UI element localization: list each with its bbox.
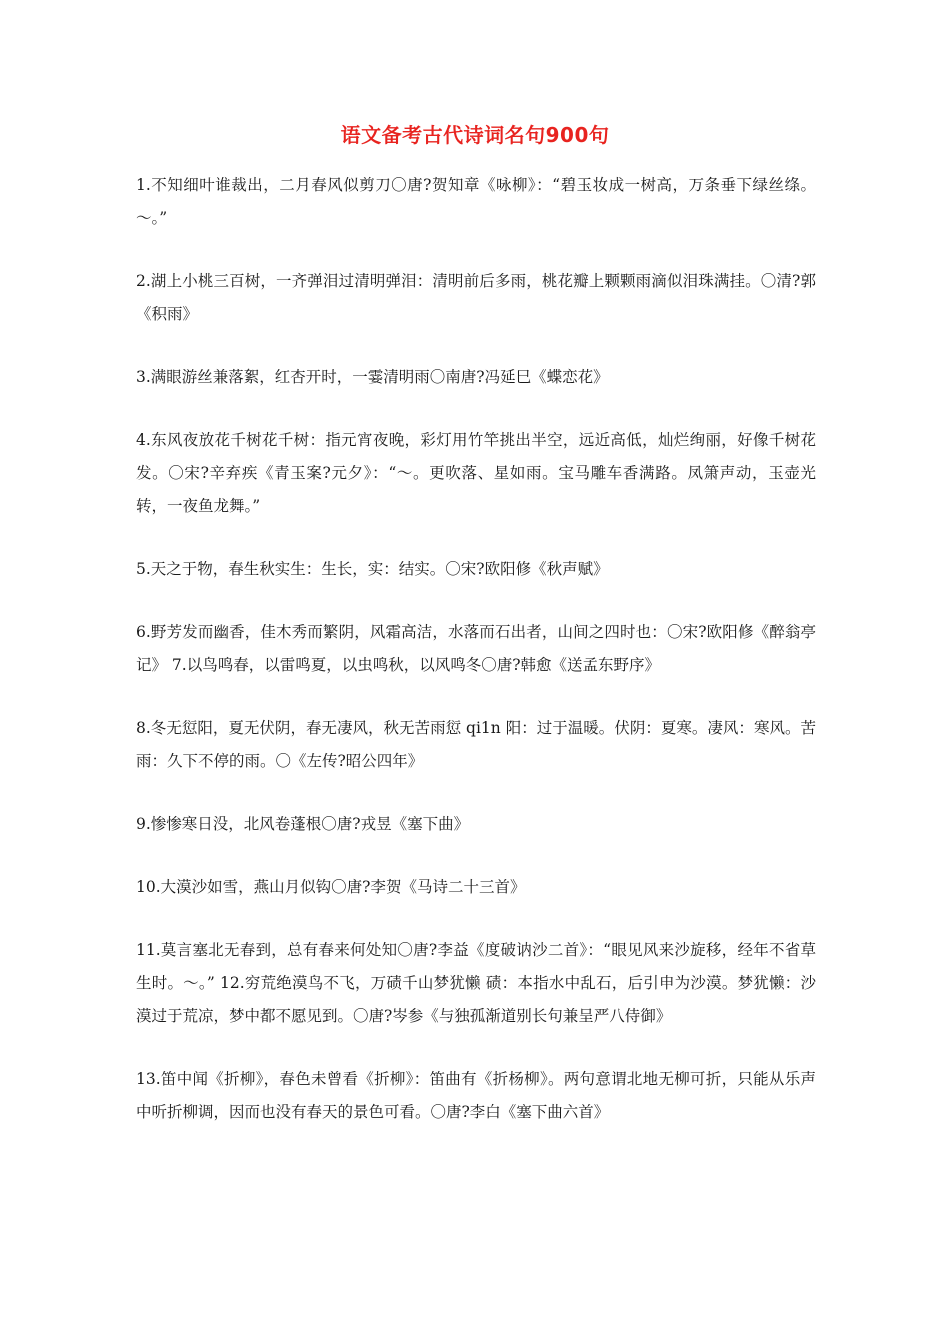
poem-entry-5: 5.天之于物，春生秋实生：生长，实：结实。〇宋?欧阳修《秋声赋》 <box>136 560 609 578</box>
poem-entry-9: 9.惨惨寒日没，北风卷蓬根〇唐?戎昱《塞下曲》 <box>136 815 470 833</box>
poem-entry-2: 2.湖上小桃三百树，一齐弹泪过清明弹泪：清明前后多雨，桃花瓣上颗颗雨滴似泪珠满挂。〇清?郭《积雨》 <box>136 272 816 323</box>
poem-entry-6-7: 6.野芳发而幽香，佳木秀而繁阴，风霜高洁，水落而石出者，山间之四时也：〇宋?欧阳修《醉翁亭记》 7.以鸟鸣春，以雷鸣夏，以虫鸣秋，以风鸣冬〇唐?韩愈《送孟东野序》 <box>136 623 816 674</box>
poem-entry-4: 4.东风夜放花千树花千树：指元宵夜晚，彩灯用竹竿挑出半空，远近高低，灿烂绚丽，好像千树花发。〇宋?辛弃疾《青玉案?元夕》：“～。更吹落、星如雨。宝马雕车香满路。凤箫声动，玉壶光转，一夜鱼龙舞。” <box>136 431 816 515</box>
poem-entry-13: 13.笛中闻《折柳》，春色未曾看《折柳》：笛曲有《折杨柳》。两句意谓北地无柳可折，只能从乐声中听折柳调，因而也没有春天的景色可看。〇唐?李白《塞下曲六首》 <box>136 1070 816 1121</box>
document-body <box>136 169 816 1159</box>
poem-entry-8: 8.冬无愆阳，夏无伏阴，春无凄风，秋无苦雨愆 qi1n 阳：过于温暖。伏阴：夏寒。凄风：寒风。苦雨：久下不停的雨。〇《左传?昭公四年》 <box>136 719 816 770</box>
document-title: 语文备考古代诗词名句900句 <box>340 123 610 147</box>
poem-entry-1: 1.不知细叶谁裁出，二月春风似剪刀〇唐?贺知章《咏柳》：“碧玉妆成一树高，万条垂下绿丝绦。～。” <box>136 176 816 227</box>
poem-entry-3: 3.满眼游丝兼落絮，红杏开时，一霎清明雨〇南唐?冯延巳《蝶恋花》 <box>136 368 609 386</box>
poem-entry-11-12: 11.莫言塞北无春到，总有春来何处知〇唐?李益《度破讷沙二首》：“眼见风来沙旋移，经年不省草生时。～。” 12.穷荒绝漠鸟不飞，万碛千山梦犹懒 碛：本指水中乱石，后引申为沙漠。梦犹懒：沙漠过于荒凉，梦中都不愿见到。〇唐?岑参《与独孤渐道别长句兼呈严八侍御》 <box>136 941 816 1025</box>
poem-entry-10: 10.大漠沙如雪，燕山月似钩〇唐?李贺《马诗二十三首》 <box>136 878 526 896</box>
